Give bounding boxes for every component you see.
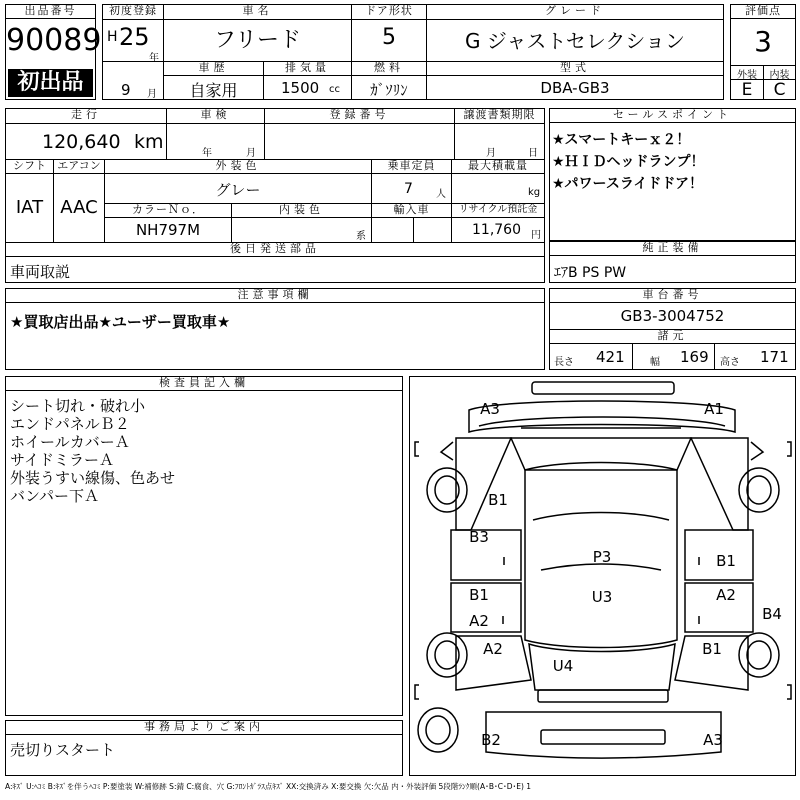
notes-label: 注意事項欄 — [6, 289, 544, 303]
inspector-box — [5, 376, 403, 716]
inspector-line: サイドミラーＡ — [10, 451, 114, 469]
inspector-line: シート切れ・破れ小 — [10, 397, 146, 415]
later-parts-value: 車両取説 — [10, 263, 71, 281]
damage-mark: B1 — [469, 586, 489, 604]
reg-month: 9 — [121, 81, 131, 99]
reg-year-unit: 年 — [149, 53, 159, 64]
first-listing-badge: 初出品 — [8, 69, 93, 97]
equipment-box — [549, 241, 796, 283]
chassis-value: GB3-3004752 — [620, 307, 725, 325]
score-value: 3 — [754, 25, 772, 58]
sales-point-item: ★スマートキーｘ２！ — [552, 132, 691, 148]
office-box — [5, 720, 403, 776]
chassis-box — [549, 288, 796, 370]
dims-label: 諸元 — [550, 330, 795, 344]
damage-mark: B1 — [702, 640, 722, 658]
recycle-unit: 円 — [531, 230, 541, 241]
max-load-unit: kg — [528, 187, 541, 198]
legend: A:ｷｽﾞ U:ﾍｺﾐ B:ｷｽﾞを伴うﾍｺﾐ P:要塗装 W:補修跡 S:錆 C:腐食、穴 G:ﾌﾛﾝﾄｶﾞﾗｽ点ｷｽﾞ XX:交換済み X:要交換 欠:欠品 内・外装評価 5段階ﾗﾝｸ順(A･B･C･D･E) 1 — [5, 782, 532, 791]
transfer-month-unit: 月 — [486, 148, 496, 159]
ext-score: E — [741, 80, 753, 100]
lot-number: 90089 — [6, 23, 102, 58]
damage-mark: U4 — [552, 657, 574, 675]
capacity-value: 7 — [404, 181, 413, 197]
capacity-label: 乗車定員 — [372, 160, 451, 173]
recycle-label: リサイクル預託金 — [452, 204, 544, 217]
equipment-label: 純正装備 — [550, 242, 795, 256]
reg-year: 25 — [119, 23, 150, 51]
damage-mark: P3 — [592, 548, 612, 566]
lot-box — [5, 4, 102, 100]
notes-box — [5, 288, 545, 370]
inspection-month-unit: 月 — [246, 148, 256, 159]
transfer-day-unit: 日 — [528, 148, 538, 159]
int-score-label: 内装 — [769, 70, 790, 81]
damage-mark: A3 — [703, 731, 723, 749]
reg-era: H — [107, 29, 118, 45]
car-diagram — [410, 377, 795, 775]
later-parts-label: 後日発送部品 — [6, 243, 544, 256]
damage-mark: B1 — [488, 491, 508, 509]
damage-mark: A3 — [480, 400, 500, 418]
damage-mark: A2 — [483, 640, 503, 658]
height-value: 171 — [760, 348, 789, 366]
notes-value: ★買取店出品★ユーザー買取車★ — [10, 313, 231, 331]
reg-month-unit: 月 — [147, 89, 157, 100]
damage-mark: A2 — [716, 586, 736, 604]
inspector-line: エンドパネルＢ２ — [10, 415, 130, 433]
inspection-year-unit: 年 — [202, 148, 212, 159]
office-value: 売切りスタート — [10, 741, 116, 759]
sales-point-item: ★ＨＩＤヘッドランプ！ — [552, 154, 705, 170]
capacity-unit: 人 — [436, 189, 446, 200]
width-label: 幅 — [650, 357, 660, 368]
grade-label: グレード — [427, 5, 723, 19]
chassis-label: 車台番号 — [550, 289, 795, 303]
reg-number-label: 登録番号 — [265, 109, 454, 123]
aircon-value: AAC — [60, 197, 98, 218]
equipment-value: ｴｱB PS PW — [554, 265, 627, 281]
car-diagram-box — [409, 376, 796, 776]
spec-table — [5, 108, 545, 283]
displacement-value: 1500 — [281, 79, 320, 97]
mileage-label: 走行 — [6, 109, 166, 123]
max-load-label: 最大積載量 — [452, 160, 544, 173]
inspector-line: バンパー下Ａ — [10, 487, 99, 505]
shift-value: IAT — [15, 197, 44, 218]
recycle-value: 11,760 — [472, 222, 521, 238]
model-code-label: 型式 — [427, 62, 723, 75]
office-label: 事務局よりご案内 — [6, 721, 402, 735]
inspector-line: ホイールカバーＡ — [10, 433, 130, 451]
car-name: フリード — [213, 28, 302, 53]
model-code-value: DBA-GB3 — [540, 79, 610, 97]
interior-color-label: 内装色 — [232, 204, 371, 217]
sales-points-box — [549, 108, 796, 241]
aircon-label: エアコン — [54, 160, 104, 173]
color-no-label: カラーＮｏ． — [105, 204, 231, 217]
damage-mark: B4 — [762, 605, 782, 623]
sales-point-item: ★パワースライドドア！ — [552, 176, 704, 192]
length-value: 421 — [596, 348, 625, 366]
history-label: 車歴 — [164, 62, 263, 75]
damage-mark: A1 — [704, 400, 724, 418]
fuel-value: ｶﾞｿﾘﾝ — [370, 81, 408, 99]
score-box — [730, 4, 796, 100]
exterior-color-value: グレー — [215, 181, 261, 199]
height-label: 高さ — [720, 357, 740, 368]
history-value: 自家用 — [189, 81, 238, 100]
displacement-unit: cc — [329, 84, 340, 95]
inspector-label: 検査員記入欄 — [6, 377, 402, 391]
doors-value: 5 — [382, 25, 396, 50]
ext-score-label: 外装 — [737, 70, 757, 81]
inspection-label: 車検 — [167, 109, 264, 123]
length-label: 長さ — [554, 357, 574, 368]
doors-label: ドア形状 — [352, 5, 426, 19]
lot-label: 出品番号 — [6, 5, 95, 19]
color-no-value: NH797M — [135, 221, 201, 239]
top-table — [102, 4, 724, 100]
car-name-label: 車名 — [164, 5, 351, 19]
int-score: C — [773, 80, 786, 100]
sales-points-label: セールスポイント — [550, 109, 795, 123]
shift-label: シフト — [6, 160, 53, 173]
displacement-label: 排気量 — [264, 62, 351, 75]
reg-label: 初度登録 — [103, 5, 163, 19]
damage-mark: B2 — [481, 731, 501, 749]
exterior-color-label: 外装色 — [105, 160, 371, 173]
damage-mark: A2 — [469, 612, 489, 630]
transfer-label: 譲渡書類期限 — [455, 109, 544, 123]
mileage-value: 120,640 — [42, 131, 121, 153]
import-label: 輸入車 — [372, 204, 451, 217]
mileage-unit: km — [134, 131, 164, 153]
grade-value: G ジャストセレクション — [464, 29, 686, 53]
interior-color-unit: 系 — [356, 231, 366, 242]
width-value: 169 — [680, 348, 709, 366]
fuel-label: 燃料 — [352, 62, 426, 75]
damage-mark: U3 — [591, 588, 613, 606]
inspector-line: 外装うすい線傷、色あせ — [10, 469, 176, 487]
damage-mark: B1 — [716, 552, 736, 570]
damage-mark: B3 — [469, 528, 489, 546]
score-label: 評価点 — [731, 5, 795, 19]
